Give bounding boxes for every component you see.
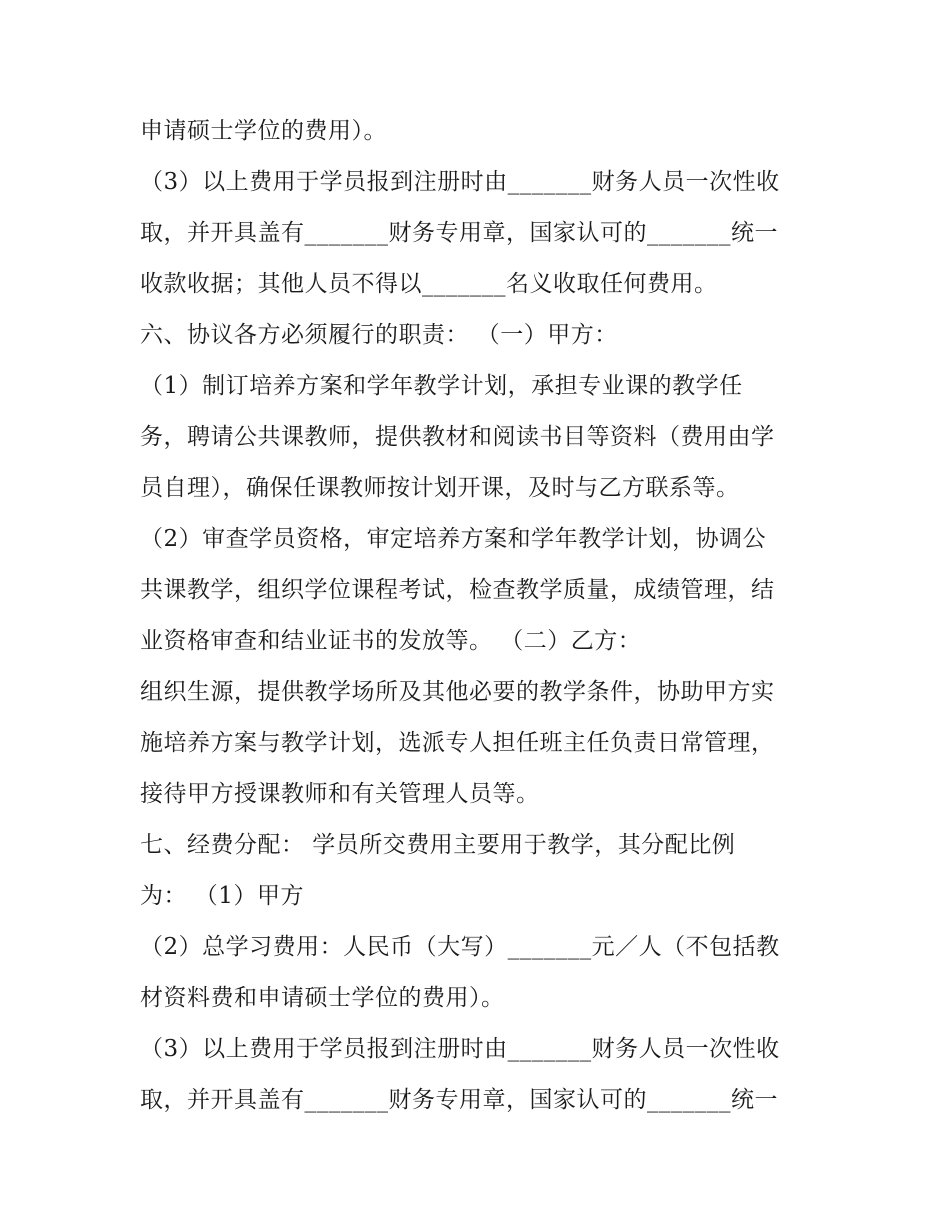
- text-line: 施培养方案与教学计划，选派专人担任班主任负责日常管理，: [140, 730, 775, 756]
- text-line: 组织生源，提供教学场所及其他必要的教学条件，协助甲方实: [140, 679, 775, 705]
- text-line: 共课教学，组织学位课程考试，检查教学质量，成绩管理，结: [140, 577, 775, 603]
- document-body: [140, 106, 820, 1126]
- text-line: 业资格审查和结业证书的发放等。 （二）乙方：: [140, 628, 642, 654]
- text-line: 务，聘请公共课教师，提供教材和阅读书目等资料（费用由学: [140, 424, 775, 450]
- text-line: （3）以上费用于学员报到注册时由_______财务人员一次性收: [140, 169, 780, 195]
- text-line: （2）总学习费用：人民币（大写）_______元／人（不包括教: [140, 934, 780, 960]
- text-line: 取，并开具盖有_______财务专用章，国家认可的_______统一: [140, 220, 778, 246]
- text-line: 材资料费和申请硕士学位的费用）。: [140, 985, 505, 1011]
- text-line: 员自理），确保任课教师按计划开课，及时与乙方联系等。: [140, 475, 740, 501]
- text-line: 接待甲方授课教师和有关管理人员等。: [140, 781, 540, 807]
- text-line: 收款收据；其他人员不得以_______名义收取任何费用。: [140, 271, 718, 297]
- text-line: （3）以上费用于学员报到注册时由_______财务人员一次性收: [140, 1036, 780, 1062]
- text-line: （1）制订培养方案和学年教学计划，承担专业课的教学任: [140, 373, 743, 399]
- text-line: 取，并开具盖有_______财务专用章，国家认可的_______统一: [140, 1087, 778, 1113]
- section-heading-seven: 七、经费分配： 学员所交费用主要用于教学，其分配比例: [140, 832, 736, 858]
- text-line: 为： （1）甲方: [140, 883, 304, 909]
- section-heading-six: 六、协议各方必须履行的职责： （一）甲方：: [140, 322, 618, 348]
- text-line: （2）审查学员资格，审定培养方案和学年教学计划，协调公: [140, 526, 767, 552]
- text-line: 申请硕士学位的费用）。: [140, 118, 387, 144]
